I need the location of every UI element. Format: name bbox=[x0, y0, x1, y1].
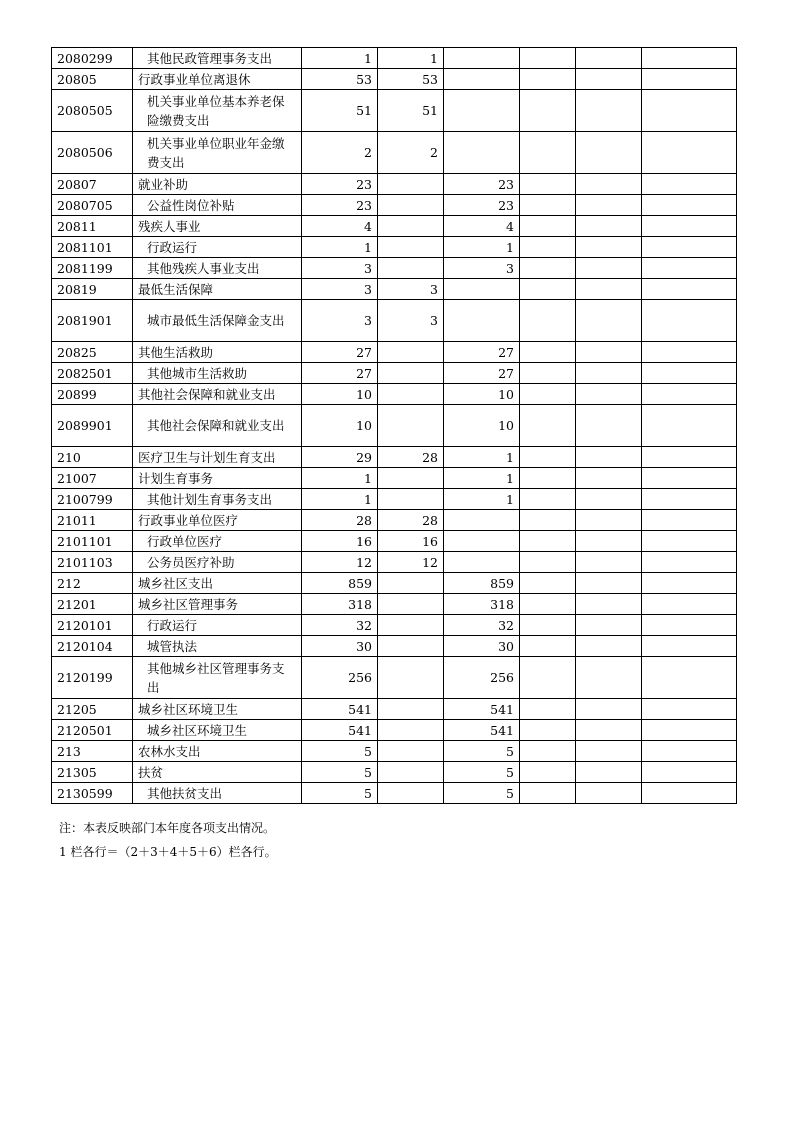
total-amount-cell: 28 bbox=[302, 510, 378, 531]
column-3-cell: 541 bbox=[444, 699, 520, 720]
column-5-cell bbox=[576, 741, 642, 762]
column-5-cell bbox=[576, 573, 642, 594]
column-3-cell bbox=[444, 132, 520, 174]
subject-code-cell: 2080505 bbox=[52, 90, 133, 132]
column-6-cell bbox=[642, 489, 737, 510]
subject-name-cell: 城乡社区环境卫生 bbox=[133, 720, 302, 741]
column-4-cell bbox=[520, 363, 576, 384]
column-5-cell bbox=[576, 468, 642, 489]
subject-code-cell: 20825 bbox=[52, 342, 133, 363]
table-row bbox=[52, 552, 737, 573]
column-3-cell: 1 bbox=[444, 468, 520, 489]
column-3-cell: 27 bbox=[444, 342, 520, 363]
subject-code-cell: 2101103 bbox=[52, 552, 133, 573]
column-5-cell bbox=[576, 237, 642, 258]
table-row bbox=[52, 636, 737, 657]
table-body bbox=[52, 48, 737, 804]
column-4-cell bbox=[520, 90, 576, 132]
column-4-cell bbox=[520, 636, 576, 657]
total-amount-cell: 27 bbox=[302, 363, 378, 384]
column-3-cell: 3 bbox=[444, 258, 520, 279]
column-3-cell: 5 bbox=[444, 783, 520, 804]
column-5-cell bbox=[576, 699, 642, 720]
column-6-cell bbox=[642, 762, 737, 783]
column-2-cell bbox=[378, 615, 444, 636]
total-amount-cell: 1 bbox=[302, 489, 378, 510]
table-row bbox=[52, 363, 737, 384]
column-5-cell bbox=[576, 510, 642, 531]
column-6-cell bbox=[642, 405, 737, 447]
column-4-cell bbox=[520, 783, 576, 804]
column-5-cell bbox=[576, 405, 642, 447]
subject-code-cell: 21011 bbox=[52, 510, 133, 531]
column-6-cell bbox=[642, 69, 737, 90]
subject-name-cell: 其他生活救助 bbox=[133, 342, 302, 363]
total-amount-cell: 16 bbox=[302, 531, 378, 552]
column-6-cell bbox=[642, 573, 737, 594]
column-2-cell: 3 bbox=[378, 279, 444, 300]
total-amount-cell: 541 bbox=[302, 699, 378, 720]
column-3-cell: 27 bbox=[444, 363, 520, 384]
total-amount-cell: 3 bbox=[302, 300, 378, 342]
column-6-cell bbox=[642, 720, 737, 741]
column-3-cell bbox=[444, 279, 520, 300]
column-3-cell: 859 bbox=[444, 573, 520, 594]
total-amount-cell: 30 bbox=[302, 636, 378, 657]
table-row bbox=[52, 195, 737, 216]
column-6-cell bbox=[642, 468, 737, 489]
column-2-cell: 28 bbox=[378, 510, 444, 531]
subject-code-cell: 2120199 bbox=[52, 657, 133, 699]
subject-name-cell: 其他扶贫支出 bbox=[133, 783, 302, 804]
subject-code-cell: 2120101 bbox=[52, 615, 133, 636]
table-row bbox=[52, 510, 737, 531]
column-2-cell bbox=[378, 573, 444, 594]
column-6-cell bbox=[642, 615, 737, 636]
total-amount-cell: 3 bbox=[302, 279, 378, 300]
column-6-cell bbox=[642, 300, 737, 342]
subject-name-cell: 公益性岗位补贴 bbox=[133, 195, 302, 216]
column-3-cell: 256 bbox=[444, 657, 520, 699]
column-2-cell bbox=[378, 468, 444, 489]
table-row bbox=[52, 342, 737, 363]
column-5-cell bbox=[576, 762, 642, 783]
column-5-cell bbox=[576, 552, 642, 573]
subject-code-cell: 2081901 bbox=[52, 300, 133, 342]
column-6-cell bbox=[642, 699, 737, 720]
subject-name-cell: 行政运行 bbox=[133, 615, 302, 636]
column-5-cell bbox=[576, 384, 642, 405]
subject-name-cell: 其他城乡社区管理事务支出 bbox=[133, 657, 302, 699]
total-amount-cell: 1 bbox=[302, 468, 378, 489]
column-6-cell bbox=[642, 48, 737, 69]
column-4-cell bbox=[520, 510, 576, 531]
column-4-cell bbox=[520, 216, 576, 237]
column-2-cell bbox=[378, 594, 444, 615]
column-4-cell bbox=[520, 237, 576, 258]
table-row bbox=[52, 468, 737, 489]
column-6-cell bbox=[642, 195, 737, 216]
column-2-cell bbox=[378, 174, 444, 195]
column-3-cell: 10 bbox=[444, 384, 520, 405]
subject-name-cell: 其他民政管理事务支出 bbox=[133, 48, 302, 69]
column-5-cell bbox=[576, 657, 642, 699]
table-row bbox=[52, 237, 737, 258]
subject-name-cell: 城乡社区环境卫生 bbox=[133, 699, 302, 720]
column-2-cell: 12 bbox=[378, 552, 444, 573]
table-row bbox=[52, 489, 737, 510]
column-5-cell bbox=[576, 132, 642, 174]
subject-name-cell: 计划生育事务 bbox=[133, 468, 302, 489]
column-5-cell bbox=[576, 531, 642, 552]
subject-code-cell: 213 bbox=[52, 741, 133, 762]
expenditure-table bbox=[51, 47, 737, 804]
subject-code-cell: 2089901 bbox=[52, 405, 133, 447]
total-amount-cell: 53 bbox=[302, 69, 378, 90]
column-3-cell bbox=[444, 69, 520, 90]
column-5-cell bbox=[576, 447, 642, 468]
subject-code-cell: 212 bbox=[52, 573, 133, 594]
subject-code-cell: 20805 bbox=[52, 69, 133, 90]
column-4-cell bbox=[520, 489, 576, 510]
column-3-cell bbox=[444, 510, 520, 531]
column-4-cell bbox=[520, 573, 576, 594]
total-amount-cell: 2 bbox=[302, 132, 378, 174]
subject-code-cell: 2080705 bbox=[52, 195, 133, 216]
column-5-cell bbox=[576, 279, 642, 300]
subject-name-cell: 扶贫 bbox=[133, 762, 302, 783]
column-4-cell bbox=[520, 195, 576, 216]
column-5-cell bbox=[576, 174, 642, 195]
column-6-cell bbox=[642, 447, 737, 468]
total-amount-cell: 256 bbox=[302, 657, 378, 699]
table-row bbox=[52, 657, 737, 699]
column-4-cell bbox=[520, 615, 576, 636]
table-row bbox=[52, 216, 737, 237]
column-6-cell bbox=[642, 216, 737, 237]
column-5-cell bbox=[576, 342, 642, 363]
column-3-cell bbox=[444, 300, 520, 342]
table-row bbox=[52, 132, 737, 174]
column-6-cell bbox=[642, 594, 737, 615]
total-amount-cell: 5 bbox=[302, 762, 378, 783]
column-3-cell: 1 bbox=[444, 447, 520, 468]
column-4-cell bbox=[520, 468, 576, 489]
column-6-cell bbox=[642, 237, 737, 258]
subject-code-cell: 2100799 bbox=[52, 489, 133, 510]
column-2-cell: 2 bbox=[378, 132, 444, 174]
column-3-cell: 30 bbox=[444, 636, 520, 657]
total-amount-cell: 1 bbox=[302, 237, 378, 258]
subject-code-cell: 21007 bbox=[52, 468, 133, 489]
column-4-cell bbox=[520, 741, 576, 762]
column-2-cell bbox=[378, 783, 444, 804]
subject-name-cell: 其他社会保障和就业支出 bbox=[133, 384, 302, 405]
subject-code-cell: 20807 bbox=[52, 174, 133, 195]
column-4-cell bbox=[520, 552, 576, 573]
column-5-cell bbox=[576, 195, 642, 216]
column-3-cell: 318 bbox=[444, 594, 520, 615]
column-4-cell bbox=[520, 531, 576, 552]
column-4-cell bbox=[520, 69, 576, 90]
table-row bbox=[52, 720, 737, 741]
subject-name-cell: 残疾人事业 bbox=[133, 216, 302, 237]
subject-name-cell: 城管执法 bbox=[133, 636, 302, 657]
table-row bbox=[52, 300, 737, 342]
column-6-cell bbox=[642, 552, 737, 573]
column-2-cell: 16 bbox=[378, 531, 444, 552]
table-row bbox=[52, 174, 737, 195]
column-6-cell bbox=[642, 174, 737, 195]
column-6-cell bbox=[642, 258, 737, 279]
column-4-cell bbox=[520, 699, 576, 720]
column-5-cell bbox=[576, 258, 642, 279]
column-2-cell bbox=[378, 258, 444, 279]
subject-name-cell: 行政事业单位医疗 bbox=[133, 510, 302, 531]
column-2-cell bbox=[378, 741, 444, 762]
column-6-cell bbox=[642, 636, 737, 657]
column-2-cell: 51 bbox=[378, 90, 444, 132]
column-3-cell: 5 bbox=[444, 762, 520, 783]
total-amount-cell: 27 bbox=[302, 342, 378, 363]
column-3-cell: 1 bbox=[444, 489, 520, 510]
column-4-cell bbox=[520, 405, 576, 447]
column-5-cell bbox=[576, 594, 642, 615]
table-row bbox=[52, 594, 737, 615]
column-6-cell bbox=[642, 384, 737, 405]
column-4-cell bbox=[520, 762, 576, 783]
subject-code-cell: 2120104 bbox=[52, 636, 133, 657]
subject-code-cell: 210 bbox=[52, 447, 133, 468]
column-2-cell bbox=[378, 405, 444, 447]
column-6-cell bbox=[642, 342, 737, 363]
subject-code-cell: 20819 bbox=[52, 279, 133, 300]
column-4-cell bbox=[520, 342, 576, 363]
column-6-cell bbox=[642, 531, 737, 552]
table-row bbox=[52, 447, 737, 468]
column-4-cell bbox=[520, 300, 576, 342]
column-5-cell bbox=[576, 489, 642, 510]
subject-code-cell: 21201 bbox=[52, 594, 133, 615]
column-6-cell bbox=[642, 741, 737, 762]
column-2-cell bbox=[378, 363, 444, 384]
column-3-cell: 23 bbox=[444, 174, 520, 195]
subject-name-cell: 机关事业单位基本养老保险缴费支出 bbox=[133, 90, 302, 132]
total-amount-cell: 5 bbox=[302, 783, 378, 804]
column-2-cell bbox=[378, 720, 444, 741]
table-row bbox=[52, 573, 737, 594]
column-6-cell bbox=[642, 657, 737, 699]
table-row bbox=[52, 405, 737, 447]
table-row bbox=[52, 90, 737, 132]
subject-code-cell: 2081101 bbox=[52, 237, 133, 258]
subject-code-cell: 20899 bbox=[52, 384, 133, 405]
column-3-cell bbox=[444, 90, 520, 132]
subject-code-cell: 20811 bbox=[52, 216, 133, 237]
table-row bbox=[52, 69, 737, 90]
total-amount-cell: 5 bbox=[302, 741, 378, 762]
column-3-cell bbox=[444, 552, 520, 573]
column-2-cell bbox=[378, 699, 444, 720]
column-3-cell: 541 bbox=[444, 720, 520, 741]
column-6-cell bbox=[642, 279, 737, 300]
column-2-cell bbox=[378, 657, 444, 699]
table-note: 注：本表反映部门本年度各项支出情况。 bbox=[59, 821, 276, 835]
table-row bbox=[52, 279, 737, 300]
total-amount-cell: 23 bbox=[302, 174, 378, 195]
subject-code-cell: 2080506 bbox=[52, 132, 133, 174]
column-4-cell bbox=[520, 384, 576, 405]
subject-name-cell: 城市最低生活保障金支出 bbox=[133, 300, 302, 342]
subject-name-cell: 其他社会保障和就业支出 bbox=[133, 405, 302, 447]
column-formula-note: 1 栏各行＝（2＋3＋4＋5＋6）栏各行。 bbox=[59, 845, 277, 859]
column-5-cell bbox=[576, 90, 642, 132]
column-2-cell bbox=[378, 195, 444, 216]
subject-code-cell: 21205 bbox=[52, 699, 133, 720]
column-3-cell: 1 bbox=[444, 237, 520, 258]
column-5-cell bbox=[576, 69, 642, 90]
subject-code-cell: 2082501 bbox=[52, 363, 133, 384]
column-3-cell: 23 bbox=[444, 195, 520, 216]
column-2-cell bbox=[378, 762, 444, 783]
column-4-cell bbox=[520, 720, 576, 741]
column-2-cell: 1 bbox=[378, 48, 444, 69]
column-3-cell: 32 bbox=[444, 615, 520, 636]
column-6-cell bbox=[642, 132, 737, 174]
column-6-cell bbox=[642, 363, 737, 384]
column-6-cell bbox=[642, 510, 737, 531]
table-row bbox=[52, 783, 737, 804]
column-5-cell bbox=[576, 636, 642, 657]
subject-name-cell: 其他计划生育事务支出 bbox=[133, 489, 302, 510]
total-amount-cell: 541 bbox=[302, 720, 378, 741]
subject-name-cell: 城乡社区管理事务 bbox=[133, 594, 302, 615]
column-3-cell bbox=[444, 531, 520, 552]
subject-code-cell: 21305 bbox=[52, 762, 133, 783]
column-4-cell bbox=[520, 447, 576, 468]
column-5-cell bbox=[576, 48, 642, 69]
subject-code-cell: 2081199 bbox=[52, 258, 133, 279]
subject-name-cell: 公务员医疗补助 bbox=[133, 552, 302, 573]
total-amount-cell: 12 bbox=[302, 552, 378, 573]
subject-name-cell: 机关事业单位职业年金缴费支出 bbox=[133, 132, 302, 174]
total-amount-cell: 318 bbox=[302, 594, 378, 615]
table-row bbox=[52, 384, 737, 405]
column-4-cell bbox=[520, 48, 576, 69]
column-3-cell: 5 bbox=[444, 741, 520, 762]
column-4-cell bbox=[520, 174, 576, 195]
subject-name-cell: 就业补助 bbox=[133, 174, 302, 195]
subject-code-cell: 2130599 bbox=[52, 783, 133, 804]
column-4-cell bbox=[520, 132, 576, 174]
total-amount-cell: 3 bbox=[302, 258, 378, 279]
subject-name-cell: 行政事业单位离退休 bbox=[133, 69, 302, 90]
column-2-cell: 53 bbox=[378, 69, 444, 90]
subject-name-cell: 医疗卫生与计划生育支出 bbox=[133, 447, 302, 468]
column-5-cell bbox=[576, 783, 642, 804]
column-3-cell: 10 bbox=[444, 405, 520, 447]
column-2-cell bbox=[378, 636, 444, 657]
total-amount-cell: 29 bbox=[302, 447, 378, 468]
column-4-cell bbox=[520, 657, 576, 699]
subject-name-cell: 城乡社区支出 bbox=[133, 573, 302, 594]
total-amount-cell: 32 bbox=[302, 615, 378, 636]
column-2-cell bbox=[378, 216, 444, 237]
total-amount-cell: 4 bbox=[302, 216, 378, 237]
table-row bbox=[52, 258, 737, 279]
subject-name-cell: 其他残疾人事业支出 bbox=[133, 258, 302, 279]
total-amount-cell: 1 bbox=[302, 48, 378, 69]
subject-name-cell: 行政运行 bbox=[133, 237, 302, 258]
column-5-cell bbox=[576, 363, 642, 384]
total-amount-cell: 10 bbox=[302, 405, 378, 447]
column-4-cell bbox=[520, 258, 576, 279]
column-3-cell bbox=[444, 48, 520, 69]
total-amount-cell: 10 bbox=[302, 384, 378, 405]
table-row bbox=[52, 699, 737, 720]
subject-code-cell: 2101101 bbox=[52, 531, 133, 552]
subject-name-cell: 最低生活保障 bbox=[133, 279, 302, 300]
column-3-cell: 4 bbox=[444, 216, 520, 237]
column-2-cell: 28 bbox=[378, 447, 444, 468]
total-amount-cell: 51 bbox=[302, 90, 378, 132]
table-row bbox=[52, 762, 737, 783]
table-row bbox=[52, 531, 737, 552]
column-5-cell bbox=[576, 300, 642, 342]
column-2-cell bbox=[378, 489, 444, 510]
subject-code-cell: 2120501 bbox=[52, 720, 133, 741]
subject-name-cell: 行政单位医疗 bbox=[133, 531, 302, 552]
table-row bbox=[52, 741, 737, 762]
column-6-cell bbox=[642, 783, 737, 804]
total-amount-cell: 23 bbox=[302, 195, 378, 216]
subject-code-cell: 2080299 bbox=[52, 48, 133, 69]
total-amount-cell: 859 bbox=[302, 573, 378, 594]
table-row bbox=[52, 48, 737, 69]
column-5-cell bbox=[576, 216, 642, 237]
column-4-cell bbox=[520, 279, 576, 300]
column-2-cell bbox=[378, 342, 444, 363]
subject-name-cell: 其他城市生活救助 bbox=[133, 363, 302, 384]
subject-name-cell: 农林水支出 bbox=[133, 741, 302, 762]
column-2-cell bbox=[378, 384, 444, 405]
column-2-cell bbox=[378, 237, 444, 258]
column-6-cell bbox=[642, 90, 737, 132]
column-2-cell: 3 bbox=[378, 300, 444, 342]
column-5-cell bbox=[576, 720, 642, 741]
column-5-cell bbox=[576, 615, 642, 636]
column-4-cell bbox=[520, 594, 576, 615]
table-row bbox=[52, 615, 737, 636]
